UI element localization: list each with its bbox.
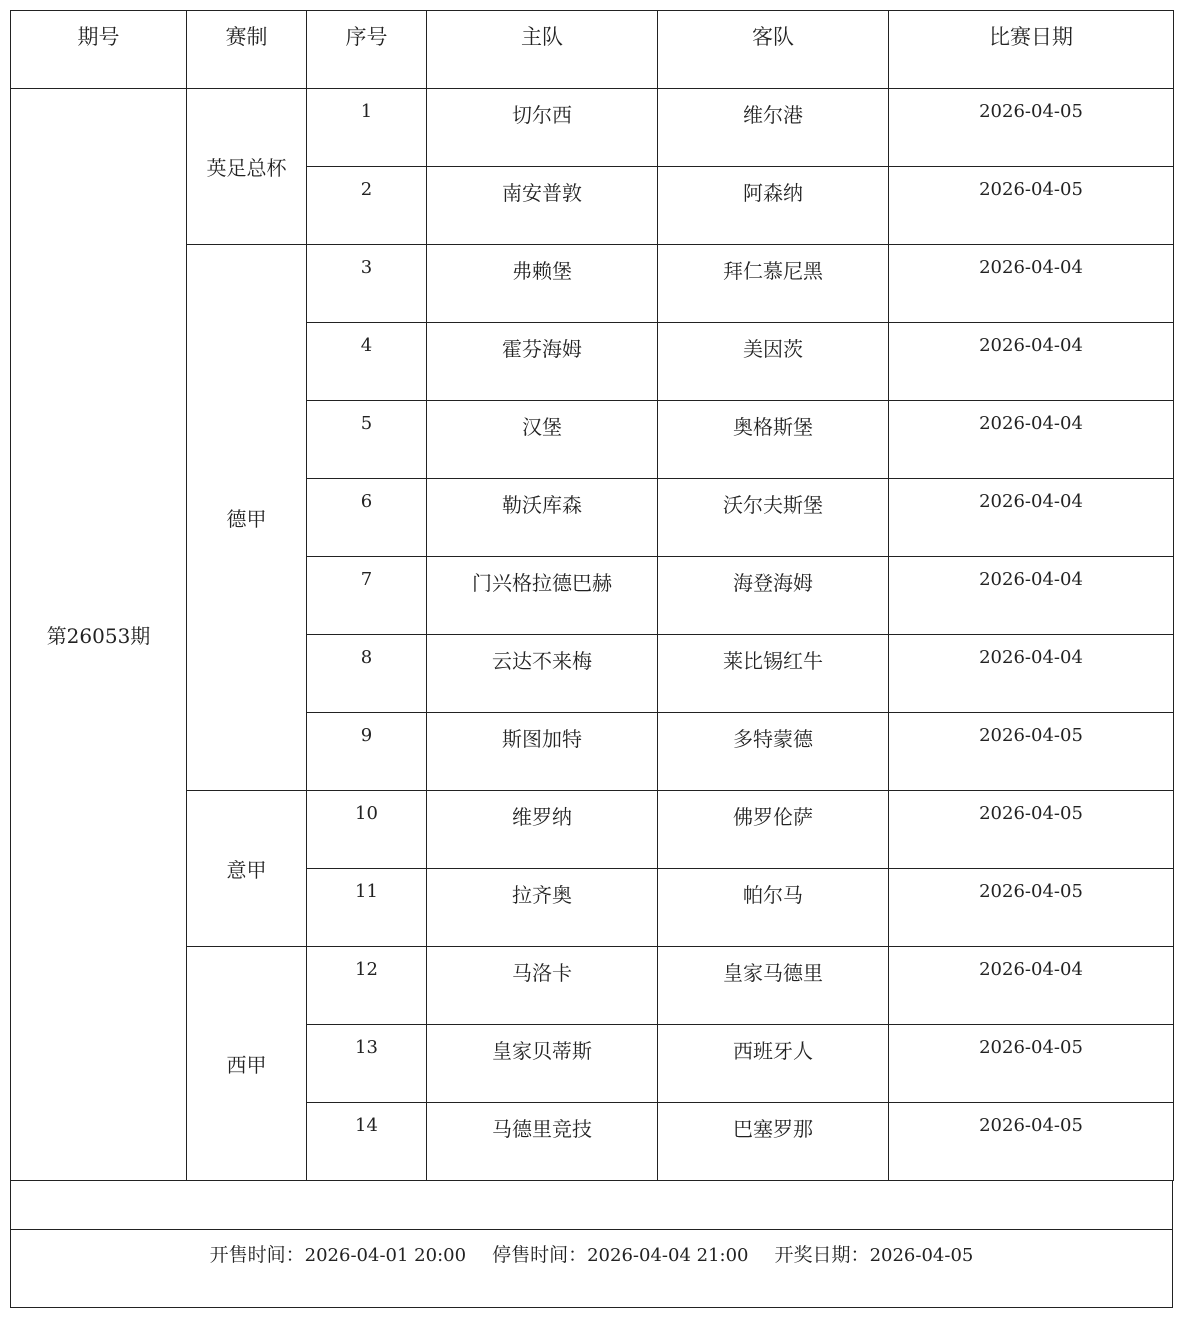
match-date: 2026-04-05 [889,89,1174,167]
match-date: 2026-04-05 [889,713,1174,791]
match-number: 13 [307,1025,427,1103]
header-away-team: 客队 [658,11,889,89]
match-date: 2026-04-04 [889,635,1174,713]
away-team: 沃尔夫斯堡 [658,479,889,557]
header-period: 期号 [11,11,187,89]
match-number: 14 [307,1103,427,1181]
match-date: 2026-04-04 [889,557,1174,635]
home-team: 霍芬海姆 [427,323,658,401]
match-date: 2026-04-05 [889,167,1174,245]
match-date: 2026-04-04 [889,947,1174,1025]
draw-date [775,1244,974,1266]
home-team: 南安普敦 [427,167,658,245]
match-number: 3 [307,245,427,323]
league-cell: 英足总杯 [187,89,307,245]
away-team: 多特蒙德 [658,713,889,791]
sale-start [210,1244,466,1266]
home-team: 斯图加特 [427,713,658,791]
match-number: 9 [307,713,427,791]
home-team: 切尔西 [427,89,658,167]
away-team: 皇家马德里 [658,947,889,1025]
away-team: 西班牙人 [658,1025,889,1103]
home-team: 弗赖堡 [427,245,658,323]
home-team: 云达不来梅 [427,635,658,713]
away-team: 美因茨 [658,323,889,401]
home-team: 维罗纳 [427,791,658,869]
match-date: 2026-04-05 [889,1025,1174,1103]
draw-date-label: 开奖日期： [774,1244,870,1266]
league-cell: 西甲 [187,947,307,1181]
match-number: 12 [307,947,427,1025]
away-team: 巴塞罗那 [658,1103,889,1181]
match-number: 11 [307,869,427,947]
away-team: 海登海姆 [658,557,889,635]
sale-stop-label: 停售时间： [492,1244,588,1266]
match-number: 6 [307,479,427,557]
match-date: 2026-04-04 [889,245,1174,323]
sale-start-label: 开售时间： [209,1244,305,1266]
away-team: 奥格斯堡 [658,401,889,479]
away-team: 维尔港 [658,89,889,167]
draw-date-value: 2026-04-05 [869,1245,974,1266]
header-row [11,11,1174,89]
match-number: 5 [307,401,427,479]
sale-info-row [10,1230,1173,1308]
header-home-team: 主队 [427,11,658,89]
match-number: 10 [307,791,427,869]
home-team: 勒沃库森 [427,479,658,557]
home-team: 皇家贝蒂斯 [427,1025,658,1103]
footer-blank-row [10,1180,1173,1230]
match-date: 2026-04-04 [889,323,1174,401]
match-date: 2026-04-05 [889,1103,1174,1181]
match-number: 2 [307,167,427,245]
away-team: 莱比锡红牛 [658,635,889,713]
sale-start-value: 2026-04-01 20:00 [304,1245,467,1266]
away-team: 阿森纳 [658,167,889,245]
match-number: 4 [307,323,427,401]
match-schedule-table [10,10,1174,1181]
home-team: 马德里竞技 [427,1103,658,1181]
league-cell: 意甲 [187,791,307,947]
match-number: 7 [307,557,427,635]
away-team: 佛罗伦萨 [658,791,889,869]
match-number: 1 [307,89,427,167]
sale-stop [492,1244,748,1266]
away-team: 拜仁慕尼黑 [658,245,889,323]
header-league: 赛制 [187,11,307,89]
home-team: 门兴格拉德巴赫 [427,557,658,635]
match-number: 8 [307,635,427,713]
period-cell: 第26053期 [11,89,187,1181]
match-date: 2026-04-05 [889,869,1174,947]
match-date: 2026-04-04 [889,401,1174,479]
header-number: 序号 [307,11,427,89]
header-match-date: 比赛日期 [889,11,1174,89]
match-date: 2026-04-05 [889,791,1174,869]
match-row [11,89,1174,167]
away-team: 帕尔马 [658,869,889,947]
sale-stop-value: 2026-04-04 21:00 [587,1245,749,1266]
home-team: 马洛卡 [427,947,658,1025]
home-team: 拉齐奥 [427,869,658,947]
home-team: 汉堡 [427,401,658,479]
match-date: 2026-04-04 [889,479,1174,557]
league-cell: 德甲 [187,245,307,791]
